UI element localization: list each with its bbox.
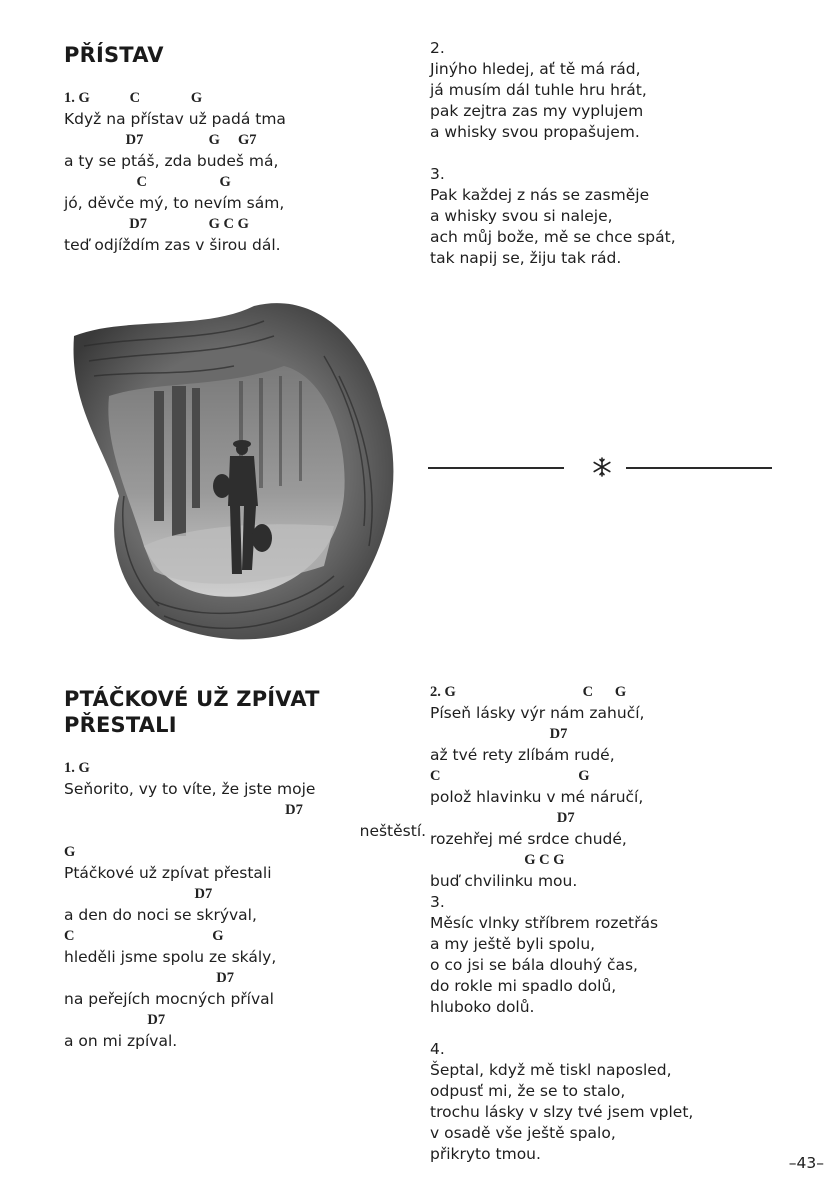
- lyric-line: až tvé rety zlíbám rudé,: [430, 746, 615, 764]
- chord-line: D7: [64, 1012, 166, 1028]
- lyric-line: Když na přístav už padá tma: [64, 110, 286, 128]
- chord-line: 1. G C G: [64, 90, 203, 106]
- lyric-line: tak napij se, žiju tak rád.: [430, 249, 622, 267]
- song2-title-line2: PŘESTALI: [64, 713, 177, 737]
- chord-line: D7 G G7: [64, 132, 257, 148]
- lyric-line: teď odjíždím zas v širou dál.: [64, 236, 281, 254]
- chord-line: D7: [430, 726, 568, 742]
- lyric-line: rozehřej mé srdce chudé,: [430, 830, 627, 848]
- chord-line: G: [64, 844, 76, 860]
- lyric-line: hluboko dolů.: [430, 998, 535, 1016]
- lyric-line: polož hlavinku v mé náručí,: [430, 788, 644, 806]
- lyric-line: a whisky svou si naleje,: [430, 207, 613, 225]
- lyric-line: Šeptal, když mě tiskl naposled,: [430, 1061, 672, 1079]
- divider-line-right: [626, 467, 772, 469]
- lyric-line: a ty se ptáš, zda budeš má,: [64, 152, 279, 170]
- lyric-line: já musím dál tuhle hru hrát,: [430, 81, 647, 99]
- lyric-line: Ptáčkové už zpívat přestali: [64, 864, 272, 882]
- lyric-line: v osadě vše ještě spalo,: [430, 1124, 616, 1142]
- lyric-line: Pak každej z nás se zasměje: [430, 186, 650, 204]
- lyric-line: Píseň lásky výr nám zahučí,: [430, 704, 645, 722]
- song2-title-line1: PTÁČKOVÉ UŽ ZPÍVAT: [64, 687, 320, 711]
- song2-col1: [64, 758, 426, 1052]
- lyric-line: 4.: [430, 1040, 445, 1058]
- chord-line: D7: [64, 802, 303, 818]
- lyric-line: odpusť mi, že se to stalo,: [430, 1082, 626, 1100]
- lyric-line: pak zejtra zas my vyplujem: [430, 102, 644, 120]
- chord-line: D7: [64, 970, 234, 986]
- chord-line: 2. G C G: [430, 684, 627, 700]
- divider-line-left: [428, 467, 564, 469]
- lyric-line: [430, 143, 676, 164]
- chord-line: G C G: [430, 852, 565, 868]
- lyric-line: Měsíc vlnky stříbrem rozetřás: [430, 914, 659, 932]
- lyric-line: a on mi zpíval.: [64, 1032, 178, 1050]
- lyric-line: o co jsi se bála dlouhý čas,: [430, 956, 638, 974]
- lyric-line: jó, děvče mý, to nevím sám,: [64, 194, 285, 212]
- chord-line: C G: [430, 768, 590, 784]
- chord-line: 1. G: [64, 760, 90, 776]
- lyric-line: [430, 1018, 693, 1039]
- lyric-line: do rokle mi spadlo dolů,: [430, 977, 617, 995]
- lyric-line: hleděli jsme spolu ze skály,: [64, 948, 277, 966]
- chord-line: C G: [64, 174, 231, 190]
- chord-line: D7: [430, 810, 575, 826]
- tree-hollow-photo: [64, 296, 404, 648]
- lyric-line: 3.: [430, 893, 445, 911]
- lyric-line: neštěstí.: [64, 822, 427, 840]
- song1-title: PŘÍSTAV: [64, 43, 164, 67]
- lyric-line: 2.: [430, 39, 445, 57]
- snowflake-icon: [591, 456, 613, 478]
- chord-line: D7 G C G: [64, 216, 249, 232]
- lyric-line: buď chvilinku mou.: [430, 872, 578, 890]
- song1-col2: [430, 38, 676, 269]
- chord-line: C G: [64, 928, 224, 944]
- lyric-line: a my ještě byli spolu,: [430, 935, 596, 953]
- page-number: –43–: [788, 1154, 824, 1172]
- lyric-line: 3.: [430, 165, 445, 183]
- lyric-line: a den do noci se skrýval,: [64, 906, 257, 924]
- lyric-line: na peřejích mocných příval: [64, 990, 274, 1008]
- lyric-line: Seňorito, vy to víte, že jste moje: [64, 780, 316, 798]
- lyric-line: a whisky svou propašujem.: [430, 123, 640, 141]
- song2-col2: [430, 682, 693, 1165]
- lyric-line: ach můj bože, mě se chce spát,: [430, 228, 676, 246]
- lyric-line: Jinýho hledej, ať tě má rád,: [430, 60, 641, 78]
- lyric-line: trochu lásky v slzy tvé jsem vplet,: [430, 1103, 694, 1121]
- song1-col1: [64, 88, 286, 256]
- chord-line: D7: [64, 886, 213, 902]
- lyric-line: přikryto tmou.: [430, 1145, 541, 1163]
